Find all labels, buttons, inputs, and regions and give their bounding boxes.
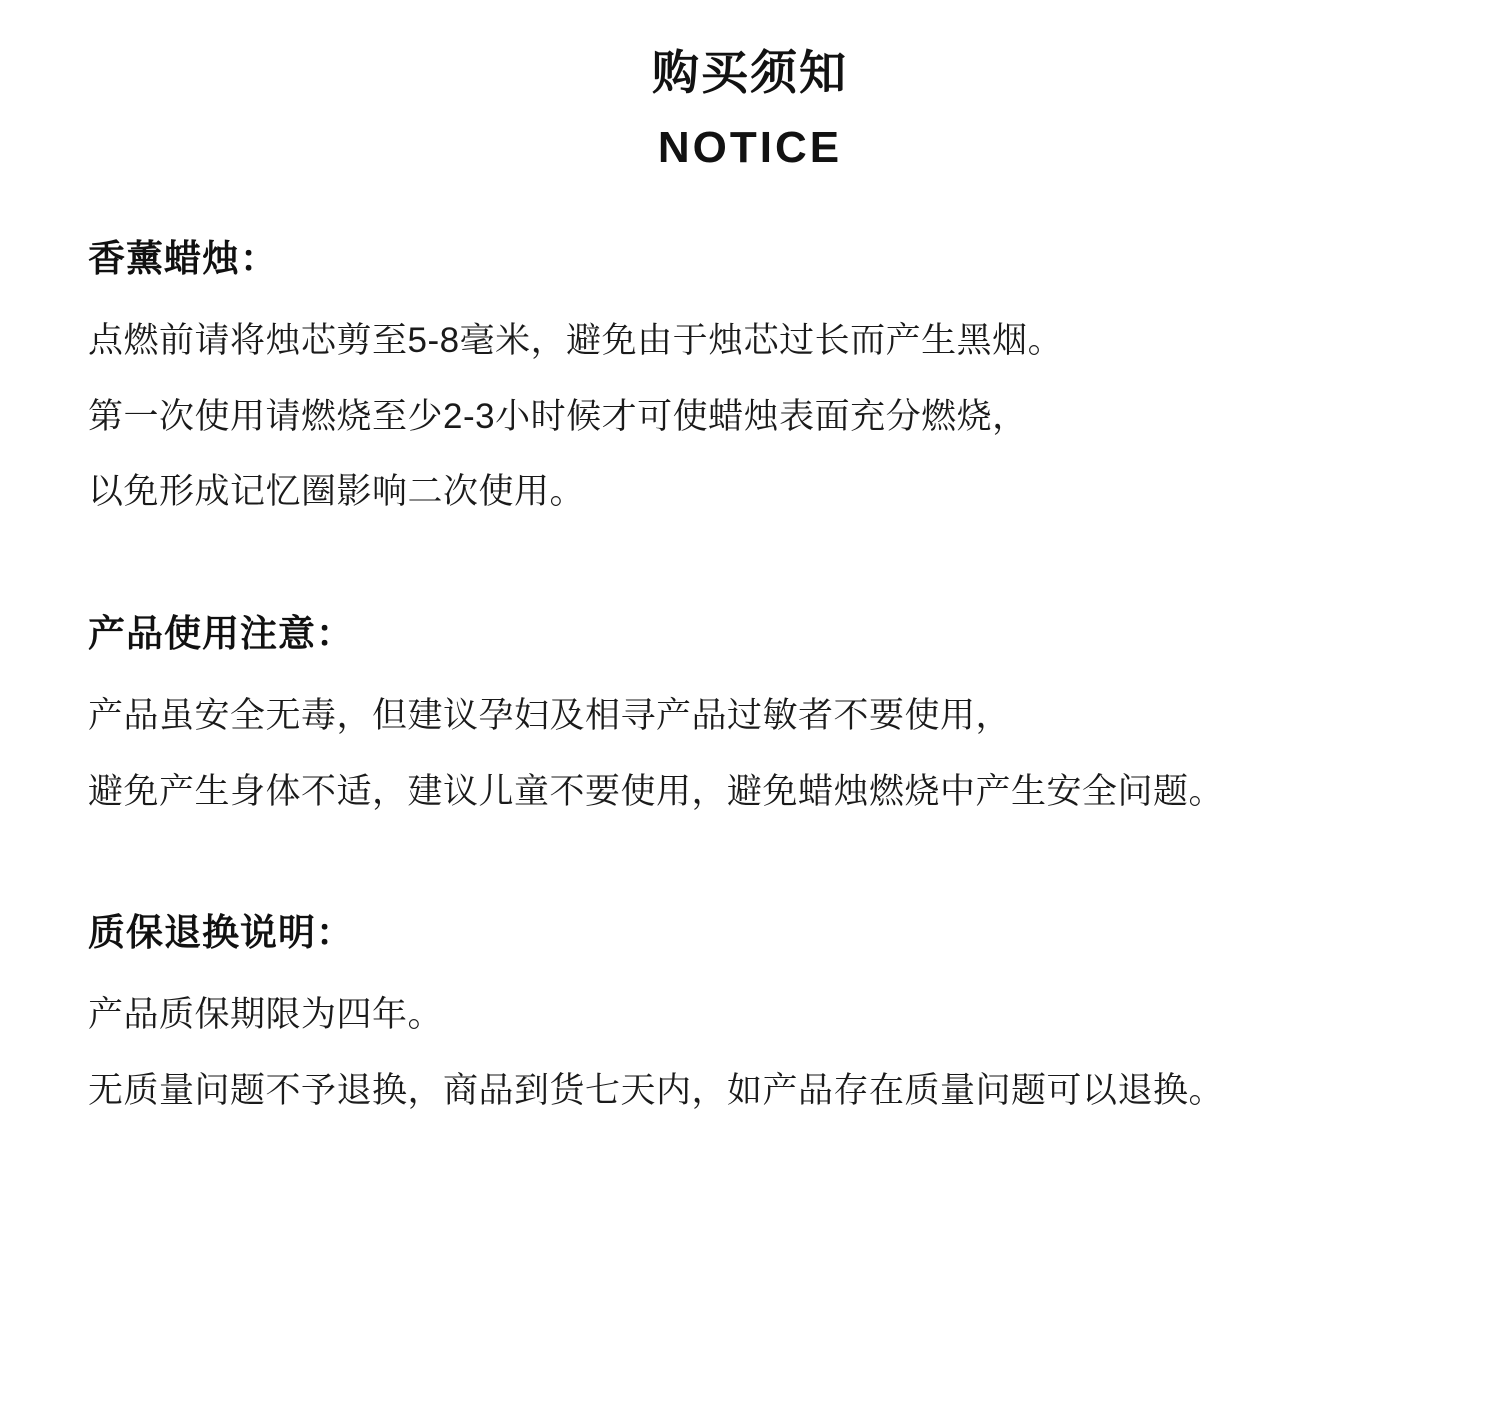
section-heading: 质保退换说明： xyxy=(88,912,354,954)
section-line: 产品虽安全无毒，但建议孕妇及相寻产品过敏者不要使用， xyxy=(88,696,1012,735)
page-header xyxy=(0,0,1500,176)
section-line: 无质量问题不予退换，商品到货七天内，如产品存在质量问题可以退换。 xyxy=(88,1071,1225,1111)
section-line: 以免形成记忆圈影响二次使用。 xyxy=(88,472,586,512)
section-line: 避免产生身体不适，建议儿童不要使用，避免蜡烛燃烧中产生安全问题。 xyxy=(88,771,1225,811)
page-title-en: NOTICE xyxy=(657,122,843,172)
page-title-cn: 购买须知 xyxy=(652,46,848,99)
section-usage-caution xyxy=(88,603,1412,816)
section-heading: 香薰蜡烛： xyxy=(88,237,278,279)
section-line: 点燃前请将烛芯剪至5-8毫米，避免由于烛芯过长而产生黑烟。 xyxy=(88,320,1064,360)
section-line: 产品质保期限为四年。 xyxy=(88,995,444,1035)
section-scented-candle xyxy=(88,228,1412,517)
notice-body xyxy=(0,228,1500,1116)
section-warranty-return xyxy=(88,902,1412,1115)
section-heading: 产品使用注意： xyxy=(88,613,354,654)
section-line: 第一次使用请燃烧至少2-3小时候才可使蜡烛表面充分燃烧， xyxy=(88,396,1028,436)
